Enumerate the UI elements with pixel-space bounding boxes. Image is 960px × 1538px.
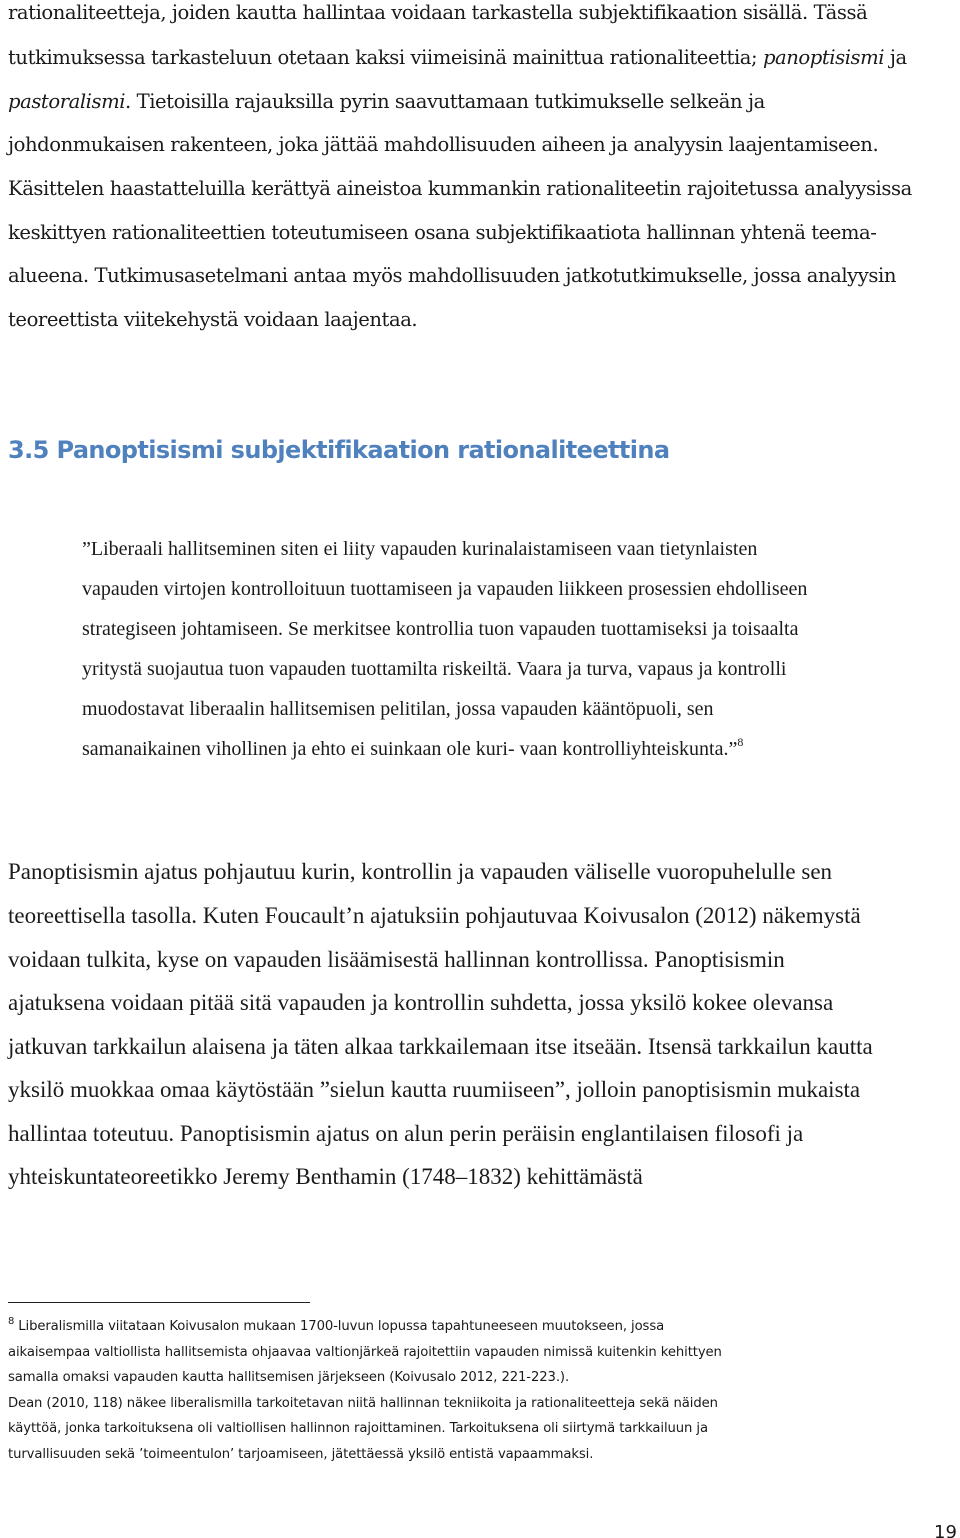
footnote-line-6: turvallisuuden sekä ’toimeentulon’ tarjoamiseen, jätettäessä yksilö entistä vapaammaksi. <box>8 1447 594 1462</box>
intro-line-4: johdonmukaisen rakenteen, joka jättää mahdollisuuden aiheen ja analyysin laajentamiseen. <box>8 133 879 156</box>
footnote-line-1 <box>8 1318 960 1336</box>
body-line-7: hallintaa toteutuu. Panoptisismin ajatus on alun perin peräisin englantilaisen filosofi ja <box>8 1121 804 1146</box>
body-line-2: teoreettisella tasolla. Kuten Foucault’n ajatuksiin pohjautuvaa Koivusalon (2012) näkemystä <box>8 903 861 928</box>
intro-line-8: teoreettista viitekehystä voidaan laajentaa. <box>8 308 418 331</box>
footnote-line-2: aikaisempaa valtiollista hallitsemista ohjaavaa valtionjärkeä rajoitettiin vapauden nimissä kuitenkin kehittyen <box>8 1345 722 1360</box>
intro-line-3-text: . Tietoisilla rajauksilla pyrin saavuttamaan tutkimukselle selkeän ja <box>125 90 765 113</box>
footnote-line-3: samalla omaksi vapauden kautta hallitsemisen järjekseen (Koivusalo 2012, 221-223.). <box>8 1370 570 1385</box>
quote-line-5: muodostavat liberaalin hallitsemisen pelitilan, jossa vapauden kääntöpuoli, sen <box>82 698 714 720</box>
intro-line-5: Käsittelen haastatteluilla kerättyä aineistoa kummankin rationaliteetin rajoitetussa analyysissa <box>8 177 912 200</box>
intro-line-7: alueena. Tutkimusasetelmani antaa myös mahdollisuuden jatkotutkimukselle, jossa analyysin <box>8 264 896 287</box>
intro-line-2-end: ja <box>889 46 907 69</box>
intro-line-6: keskittyen rationaliteettien toteutumiseen osana subjektifikaatiota hallinnan yhtenä teema- <box>8 221 877 244</box>
term-panoptisismi: panoptisismi <box>762 46 885 69</box>
footnote-line-5: käyttöä, jonka tarkoituksena oli valtiollisen hallinnon rajoittaminen. Tarkoituksena oli siirtymä tarkkailuun ja <box>8 1421 708 1436</box>
body-line-6: yksilö muokkaa omaa käytöstään ”sielun kautta ruumiiseen”, jolloin panoptisismin mukaista <box>8 1077 861 1102</box>
footnote-line-4: Dean (2010, 118) näkee liberalismilla tarkoitetavan niitä hallinnan tekniikoita ja rationaliteetteja sekä näiden <box>8 1396 718 1411</box>
body-line-3: voidaan tulkita, kyse on vapauden lisäämisestä hallinnan kontrollissa. Panoptisismin <box>8 947 785 972</box>
body-line-4: ajatuksena voidaan pitää sitä vapauden ja kontrollin suhdetta, jossa yksilö kokee olevansa <box>8 990 834 1015</box>
body-line-5: jatkuvan tarkkailun alaisena ja täten alkaa tarkkailemaan itse itseään. Itsensä tarkkailun kautta <box>8 1034 873 1059</box>
footnote-number: 8 <box>8 1316 15 1327</box>
body-line-8: yhteiskuntateoreetikko Jeremy Benthamin (1748–1832) kehittämästä <box>8 1164 643 1189</box>
quote-line-1: ”Liberaali hallitseminen siten ei liity vapauden kurinalaistamiseen vaan tietynlaisten <box>82 538 758 560</box>
intro-line-2-text: tutkimuksessa tarkasteluun otetaan kaksi viimeisinä mainittua rationaliteettia; <box>8 46 758 69</box>
intro-line-2 <box>8 45 960 71</box>
quote-line-6 <box>82 736 960 762</box>
quote-line-3: strategiseen johtamiseen. Se merkitsee kontrollia tuon vapauden tuottamiseksi ja toisaalta <box>82 618 799 640</box>
intro-line-3 <box>8 89 960 115</box>
body-line-1: Panoptisismin ajatus pohjautuu kurin, kontrollin ja vapauden väliselle vuoropuhelulle sen <box>8 859 833 884</box>
term-pastoralismi: pastoralismi <box>8 90 126 113</box>
intro-line-1: rationaliteetteja, joiden kautta hallintaa voidaan tarkastella subjektifikaation sisällä. Tässä <box>8 1 868 24</box>
quote-line-2: vapauden virtojen kontrolloituun tuottamiseen ja vapauden liikkeen prosessien ehdolliseen <box>82 578 808 600</box>
quote-line-4: yritystä suojautua tuon vapauden tuottamilta riskeiltä. Vaara ja turva, vapaus ja kontrolli <box>82 658 787 680</box>
section-heading: 3.5 Panoptisismi subjektifikaation rationaliteettina <box>8 436 670 464</box>
quote-line-6-text: samanaikainen vihollinen ja ehto ei suinkaan ole kuri- vaan kontrolliyhteiskunta.” <box>82 738 738 760</box>
footnote-reference: 8 <box>737 735 744 749</box>
footnote-separator <box>8 1302 310 1303</box>
footnote-line-1-text: Liberalismilla viitataan Koivusalon mukaan 1700-luvun lopussa tapahtuneeseen muutokseen, jossa <box>18 1319 665 1334</box>
page-number: 19 <box>934 1522 957 1538</box>
